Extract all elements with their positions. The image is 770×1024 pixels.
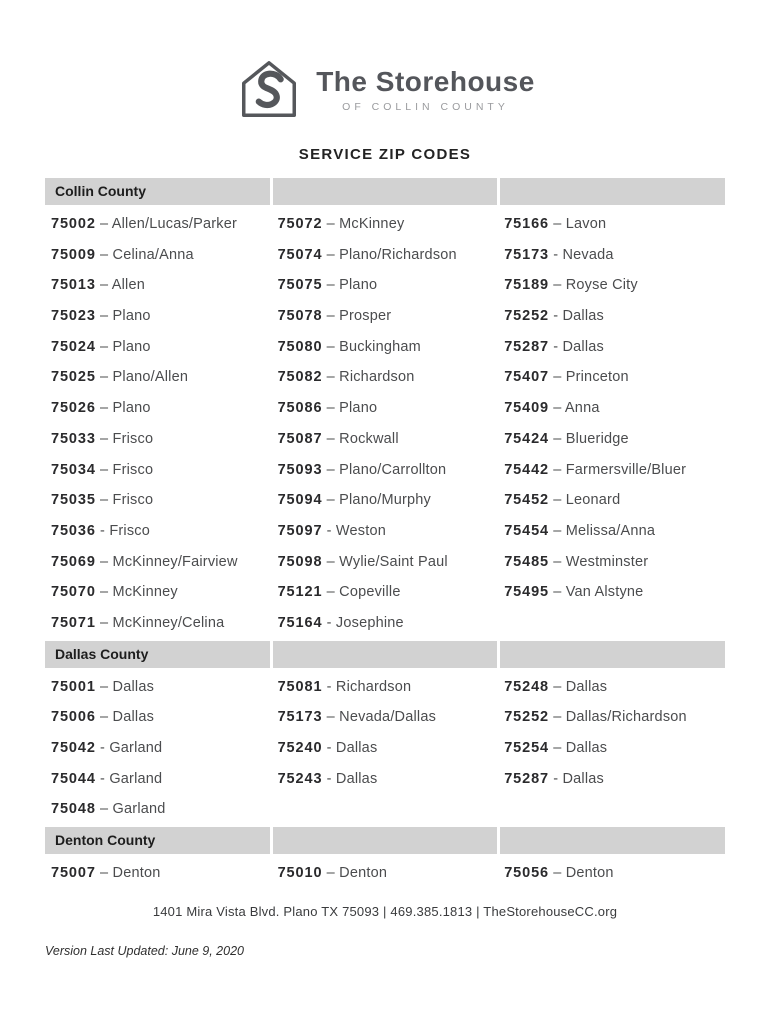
zip-column: [272, 209, 499, 639]
zip-column: [498, 209, 725, 639]
zip-code: 75044: [51, 770, 96, 787]
zip-code: 75081: [277, 678, 323, 695]
zip-city: – Denton: [549, 865, 614, 882]
zip-city: – Plano/Allen: [95, 369, 189, 386]
zip-row: [45, 301, 272, 332]
zip-city: - Frisco: [95, 522, 150, 539]
zip-code: 75009: [51, 246, 96, 263]
zip-city: - Dallas: [549, 770, 604, 787]
zip-row: [272, 764, 499, 795]
zip-code: 75254: [504, 740, 550, 756]
zip-code: 75071: [51, 614, 96, 631]
zip-city: – Anna: [549, 400, 600, 417]
zip-city: – Royse City: [549, 277, 638, 294]
zip-code: 75248: [504, 678, 550, 695]
zip-city: – Westminster: [549, 553, 649, 570]
zip-city: – Nevada/Dallas: [322, 709, 437, 726]
zip-code: 75033: [51, 430, 96, 447]
zip-row: [498, 547, 725, 578]
zip-code: 75078: [277, 308, 323, 325]
zip-city: – Celina/Anna: [95, 246, 194, 263]
logo-text: [316, 67, 535, 114]
zip-row: [272, 577, 499, 608]
zip-code: 75080: [277, 338, 323, 355]
zip-city: – Allen/Lucas/Parker: [95, 216, 238, 232]
zip-code: 75452: [504, 492, 550, 509]
zip-city: – Dallas: [95, 709, 155, 726]
zip-code: 75409: [504, 400, 550, 417]
zip-row: [45, 702, 272, 733]
zip-row: [45, 485, 272, 516]
zip-city: – Plano/Richardson: [322, 246, 457, 263]
zip-city: – Plano: [95, 308, 151, 325]
zip-city: – Frisco: [95, 492, 154, 509]
version-note: Version Last Updated: June 9, 2020: [45, 944, 244, 958]
county-header-cell: [273, 827, 498, 854]
zip-row: [498, 858, 725, 889]
zip-city: – Buckingham: [322, 338, 421, 355]
zip-column: [45, 672, 272, 825]
zip-row: [45, 270, 272, 301]
zip-row: [45, 332, 272, 363]
page-title: SERVICE ZIP CODES: [298, 146, 472, 163]
zip-row: [498, 393, 725, 424]
zip-row: [45, 608, 272, 639]
zip-row: [498, 516, 725, 547]
zip-city: - Garland: [95, 770, 163, 787]
zip-row: [272, 301, 499, 332]
zip-row: [45, 424, 272, 455]
zip-row: [272, 270, 499, 301]
zip-row: [272, 240, 499, 271]
zip-row: [272, 702, 499, 733]
county-header-label: Dallas County: [45, 641, 270, 668]
zip-code: 75007: [51, 865, 96, 882]
zip-column: [498, 672, 725, 825]
zip-code: 75442: [504, 461, 550, 478]
zip-code: 75023: [51, 308, 96, 325]
zip-row: [498, 672, 725, 703]
county-body: [45, 668, 725, 827]
zip-row: [272, 332, 499, 363]
zip-row: [498, 270, 725, 301]
zip-code: 75166: [504, 216, 550, 232]
zip-row: [272, 608, 499, 639]
zip-column: [272, 672, 499, 825]
zip-code: 75034: [51, 461, 96, 478]
zip-code: 75074: [277, 246, 323, 263]
zip-row: [498, 577, 725, 608]
zip-code: 75495: [504, 584, 550, 601]
zip-code: 75097: [277, 522, 323, 539]
county-header: [45, 827, 725, 854]
zip-row: [45, 393, 272, 424]
zip-code: 75001: [51, 678, 96, 695]
zip-code: 75070: [51, 584, 96, 601]
zip-city: - Josephine: [322, 614, 404, 631]
zip-code: 75189: [504, 277, 550, 294]
zip-code: 75173: [504, 246, 550, 263]
zip-code: 75056: [504, 865, 550, 882]
zip-row: [272, 485, 499, 516]
county-body: [45, 205, 725, 641]
county-header: [45, 641, 725, 668]
zip-code: 75026: [51, 400, 96, 417]
zip-city: - Dallas: [322, 770, 378, 787]
zip-code-table: [45, 178, 725, 891]
zip-row: [272, 393, 499, 424]
footer-contact-line: 1401 Mira Vista Blvd. Plano TX 75093 | 469.385.1813 | TheStorehouseCC.org: [152, 903, 618, 919]
zip-row: [45, 733, 272, 764]
county-header: [45, 178, 725, 205]
zip-city: – Dallas: [95, 678, 155, 695]
zip-row: [45, 577, 272, 608]
zip-row: [498, 301, 725, 332]
zip-row: [45, 209, 272, 240]
zip-code: 75075: [277, 277, 323, 294]
zip-code: 75086: [277, 400, 323, 417]
zip-row: [272, 362, 499, 393]
zip-code: 75240: [277, 740, 323, 756]
zip-city: - Garland: [95, 740, 163, 756]
zip-code: 75252: [504, 308, 550, 325]
zip-row: [272, 209, 499, 240]
county-section: [45, 178, 725, 641]
zip-city: – Melissa/Anna: [549, 522, 656, 539]
zip-row: [272, 858, 499, 889]
logo-subtitle: OF COLLIN COUNTY: [342, 101, 509, 114]
zip-city: – McKinney: [95, 584, 178, 601]
zip-city: – McKinney/Celina: [95, 614, 225, 631]
zip-row: [498, 362, 725, 393]
zip-city: – Plano: [95, 400, 151, 417]
zip-code: 75424: [504, 430, 550, 447]
zip-row: [45, 362, 272, 393]
county-header-cell: [500, 641, 725, 668]
zip-city: – Dallas/Richardson: [549, 709, 687, 726]
zip-city: - Richardson: [322, 678, 412, 695]
county-section: [45, 827, 725, 891]
zip-code: 75093: [277, 461, 323, 478]
zip-city: – McKinney/Fairview: [95, 553, 238, 570]
zip-code: 75013: [51, 277, 96, 294]
zip-city: – Denton: [95, 865, 161, 882]
zip-code: 75002: [51, 216, 96, 232]
county-header-label: Denton County: [45, 827, 270, 854]
zip-column: [45, 858, 272, 889]
county-header-label: Collin County: [45, 178, 270, 205]
zip-row: [272, 424, 499, 455]
zip-row: [498, 455, 725, 486]
zip-city: - Weston: [322, 522, 387, 539]
zip-city: – Plano: [322, 400, 378, 417]
zip-code: 75024: [51, 338, 96, 355]
zip-city: – Denton: [322, 865, 388, 882]
storehouse-house-icon: [235, 56, 303, 124]
zip-city: - Dallas: [549, 338, 604, 355]
zip-city: – Richardson: [322, 369, 415, 386]
zip-code: 75098: [277, 553, 323, 570]
zip-row: [272, 672, 499, 703]
county-header-cell: [500, 178, 725, 205]
zip-city: – Plano/Carrollton: [322, 461, 447, 478]
zip-code: 75072: [277, 216, 323, 232]
zip-row: [272, 516, 499, 547]
zip-city: - Nevada: [549, 246, 614, 263]
zip-row: [498, 733, 725, 764]
zip-row: [498, 764, 725, 795]
zip-row: [45, 240, 272, 271]
logo-name: The Storehouse: [316, 65, 535, 97]
county-header-cell: [273, 178, 498, 205]
zip-city: – Lavon: [549, 216, 607, 232]
zip-code: 75082: [277, 369, 323, 386]
zip-city: – Princeton: [549, 369, 629, 386]
zip-row: [498, 702, 725, 733]
zip-code: 75164: [277, 614, 323, 631]
zip-city: – Prosper: [322, 308, 392, 325]
zip-code: 75042: [51, 740, 96, 756]
zip-city: – Copeville: [322, 584, 401, 601]
zip-city: – McKinney: [322, 216, 405, 232]
zip-city: – Farmersville/Bluer: [549, 461, 687, 478]
zip-code: 75485: [504, 553, 550, 570]
zip-row: [498, 424, 725, 455]
zip-city: – Plano/Murphy: [322, 492, 432, 509]
zip-city: – Dallas: [549, 740, 608, 756]
logo: [0, 56, 770, 124]
zip-code: 75087: [277, 430, 323, 447]
zip-row: [45, 858, 272, 889]
zip-code: 75287: [504, 338, 550, 355]
zip-city: - Dallas: [549, 308, 604, 325]
zip-code: 75121: [277, 584, 323, 601]
zip-row: [272, 733, 499, 764]
zip-city: – Frisco: [95, 430, 154, 447]
zip-row: [45, 455, 272, 486]
zip-row: [45, 764, 272, 795]
zip-city: – Leonard: [549, 492, 621, 509]
zip-city: – Plano: [95, 338, 151, 355]
zip-row: [498, 485, 725, 516]
zip-city: – Dallas: [549, 678, 608, 695]
zip-code: 75407: [504, 369, 550, 386]
zip-code: 75035: [51, 492, 96, 509]
zip-city: – Allen: [95, 277, 145, 294]
zip-city: – Van Alstyne: [549, 584, 644, 601]
zip-code: 75069: [51, 553, 96, 570]
zip-city: - Dallas: [322, 740, 378, 756]
zip-row: [45, 547, 272, 578]
county-body: [45, 854, 725, 891]
zip-code: 75287: [504, 770, 550, 787]
zip-code: 75048: [51, 801, 96, 818]
zip-code: 75173: [277, 709, 323, 726]
zip-row: [498, 332, 725, 363]
county-header-cell: [273, 641, 498, 668]
zip-code: 75010: [277, 865, 323, 882]
zip-column: [498, 858, 725, 889]
zip-row: [45, 516, 272, 547]
zip-code: 75094: [277, 492, 323, 509]
zip-row: [45, 794, 272, 825]
zip-code: 75454: [504, 522, 550, 539]
zip-code: 75025: [51, 369, 96, 386]
zip-row: [272, 455, 499, 486]
zip-city: – Rockwall: [322, 430, 399, 447]
zip-row: [498, 240, 725, 271]
zip-code: 75243: [277, 770, 323, 787]
zip-column: [45, 209, 272, 639]
zip-row: [498, 209, 725, 240]
zip-column: [272, 858, 499, 889]
zip-code: 75006: [51, 709, 96, 726]
county-section: [45, 641, 725, 827]
zip-city: – Wylie/Saint Paul: [322, 553, 448, 570]
zip-code: 75252: [504, 709, 550, 726]
zip-row: [45, 672, 272, 703]
zip-city: – Plano: [322, 277, 378, 294]
zip-city: – Blueridge: [549, 430, 629, 447]
zip-row: [272, 547, 499, 578]
zip-code: 75036: [51, 522, 96, 539]
zip-city: – Frisco: [95, 461, 154, 478]
zip-city: – Garland: [95, 801, 166, 818]
county-header-cell: [500, 827, 725, 854]
